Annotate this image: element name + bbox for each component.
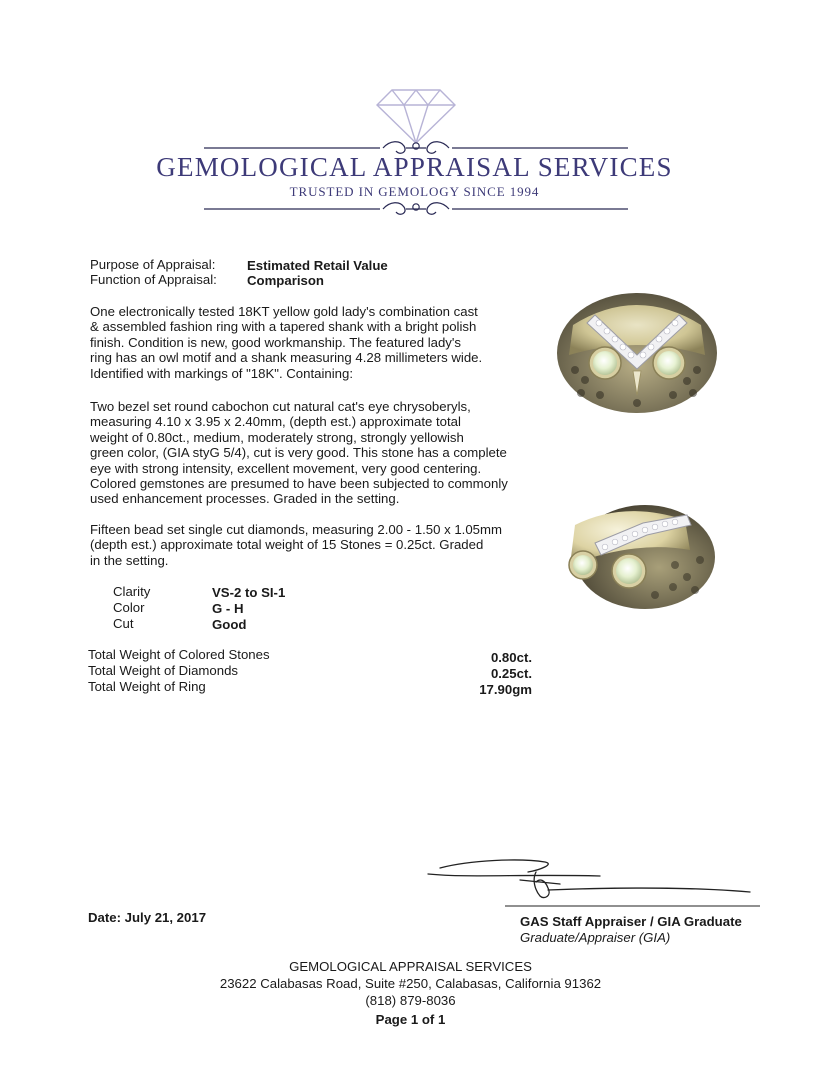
total-ring-value: 17.90gm xyxy=(479,682,532,697)
text-line: Colored gemstones are presumed to have been subjected to commonly xyxy=(90,476,508,492)
total-colored-value: 0.80ct. xyxy=(490,650,532,665)
text-line: weight of 0.80ct., medium, moderately strong, strongly yellowish xyxy=(90,429,464,445)
purpose-label: Purpose of Appraisal: xyxy=(90,257,216,272)
purpose-value: Estimated Retail Value xyxy=(247,258,388,273)
bottom-flourish xyxy=(383,203,449,215)
ring-photo-angled xyxy=(555,495,720,615)
total-diamonds-label: Total Weight of Diamonds xyxy=(88,663,239,678)
diamond-description xyxy=(90,522,530,568)
page-number: Page 1 of 1 xyxy=(375,1012,446,1027)
company-title: GEMOLOGICAL APPRAISAL SERVICES xyxy=(156,152,673,182)
text-line: in the setting. xyxy=(90,552,169,568)
company-tagline: TRUSTED IN GEMOLOGY SINCE 1994 xyxy=(289,184,540,199)
text-line: green color, (GIA styG 5/4), cut is very good. This stone has a complete xyxy=(90,445,507,461)
color-value: G - H xyxy=(212,601,244,616)
function-label: Function of Appraisal: xyxy=(90,272,217,287)
ring-photo-front xyxy=(555,285,720,420)
function-value: Comparison xyxy=(247,273,324,288)
ring-description xyxy=(90,304,530,381)
footer-company: GEMOLOGICAL APPRAISAL SERVICES xyxy=(289,959,532,974)
diamond-icon xyxy=(377,90,455,143)
text-line: finish. Condition is new, good workmanship. The featured lady's xyxy=(90,334,462,350)
text-line: used enhancement processes. Graded in the setting. xyxy=(90,491,400,507)
text-line: (depth est.) approximate total weight of 15 Stones = 0.25ct. Graded xyxy=(90,537,484,553)
total-diamonds-value: 0.25ct. xyxy=(490,666,532,681)
text-line: Identified with markings of "18K". Containing: xyxy=(90,365,353,381)
footer-phone: (818) 879-8036 xyxy=(365,993,456,1008)
clarity-value: VS-2 to SI-1 xyxy=(212,585,286,600)
clarity-label: Clarity xyxy=(113,584,151,599)
appraiser-title: GAS Staff Appraiser / GIA Graduate xyxy=(520,914,742,929)
colored-stone-description xyxy=(90,399,540,507)
cut-label: Cut xyxy=(113,616,134,631)
footer-address: 23622 Calabasas Road, Suite #250, Calabasas, California 91362 xyxy=(219,976,602,991)
text-line: eye with strong intensity, excellent movement, very good centering. xyxy=(90,460,482,476)
text-line: Two bezel set round cabochon cut natural cat's eye chrysoberyls, xyxy=(90,399,471,414)
color-label: Color xyxy=(113,600,145,615)
total-colored-label: Total Weight of Colored Stones xyxy=(88,647,270,662)
text-line: ring has an owl motif and a shank measuring 4.28 millimeters wide. xyxy=(90,350,483,366)
text-line: measuring 4.10 x 3.95 x 2.40mm, (depth est.) approximate total xyxy=(90,414,461,430)
appraisal-date: Date: July 21, 2017 xyxy=(88,910,207,925)
text-line: One electronically tested 18KT yellow gold lady's combination cast xyxy=(90,304,478,319)
text-line: Fifteen bead set single cut diamonds, measuring 2.00 - 1.50 x 1.05mm xyxy=(90,522,502,537)
text-line: & assembled fashion ring with a tapered shank with a bright polish xyxy=(90,319,477,335)
total-ring-label: Total Weight of Ring xyxy=(88,679,206,694)
cut-value: Good xyxy=(212,617,247,632)
appraiser-subtitle: Graduate/Appraiser (GIA) xyxy=(520,930,671,945)
